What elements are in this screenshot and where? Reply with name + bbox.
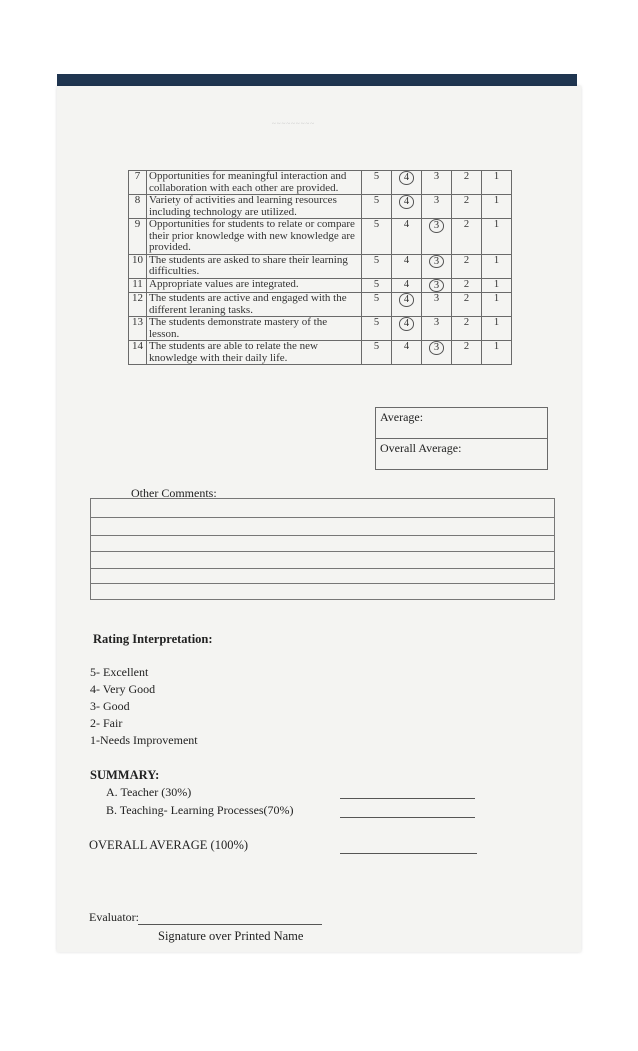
rating-row — [129, 278, 512, 293]
rating-row — [129, 219, 512, 255]
comment-line — [91, 551, 554, 552]
rating-table — [128, 170, 512, 365]
rating-item: 3- Good — [90, 699, 130, 713]
statement-line: including technology are utilized. — [149, 205, 297, 218]
comment-line — [91, 517, 554, 518]
score-cell[interactable] — [482, 293, 512, 317]
score-cell[interactable] — [482, 219, 512, 255]
row-number: 7 — [129, 171, 147, 195]
teacher-score-blank[interactable] — [340, 798, 475, 799]
processes-score-blank[interactable] — [340, 817, 475, 818]
circled-score: 4 — [399, 293, 414, 307]
score-option: 1 — [493, 254, 500, 266]
faint-watermark: ~~~~~~~~~ — [272, 120, 316, 128]
summary-title: SUMMARY: — [90, 768, 160, 782]
signature-caption: Signature over Printed Name — [158, 929, 304, 943]
statement — [147, 195, 362, 219]
statement-line: The students are asked to share their learning — [149, 253, 348, 266]
row-number: 9 — [129, 219, 147, 255]
score-option: 2 — [463, 278, 470, 290]
statement — [147, 293, 362, 317]
score-cell[interactable] — [482, 254, 512, 278]
statement-line: Appropriate values are integrated. — [149, 277, 299, 290]
statement-line: Opportunities for students to relate or compare — [149, 218, 355, 230]
rating-item: 2- Fair — [90, 716, 123, 730]
rating-row — [129, 254, 512, 278]
rating-row — [129, 341, 512, 365]
circled-score: 3 — [429, 341, 444, 355]
score-cell[interactable] — [392, 278, 422, 293]
score-option: 4 — [403, 219, 410, 230]
score-cell[interactable] — [482, 195, 512, 219]
statement-line: collaboration with each other are provided. — [149, 181, 339, 194]
score-cell[interactable] — [392, 293, 422, 317]
score-cell[interactable] — [362, 341, 392, 365]
score-option: 3 — [433, 171, 440, 182]
comments-box[interactable] — [90, 498, 555, 600]
statement — [147, 171, 362, 195]
score-cell[interactable] — [452, 278, 482, 293]
score-cell[interactable] — [452, 171, 482, 195]
statement-line: knowledge with their daily life. — [149, 351, 288, 364]
statement-line: their prior knowledge with new knowledge are — [149, 229, 355, 242]
circled-score: 3 — [429, 255, 444, 269]
score-cell[interactable] — [362, 278, 392, 293]
overall-average-title: OVERALL AVERAGE (100%) — [89, 838, 249, 852]
row-number: 14 — [129, 341, 147, 365]
rating-item: 5- Excellent — [90, 665, 149, 679]
score-cell[interactable] — [392, 195, 422, 219]
score-option: 1 — [493, 341, 500, 352]
score-option: 3 — [433, 293, 440, 304]
score-cell[interactable] — [452, 254, 482, 278]
score-cell[interactable] — [362, 195, 392, 219]
comment-line — [91, 535, 554, 536]
score-option: 1 — [493, 195, 500, 206]
row-number: 13 — [129, 317, 147, 341]
statement-line: The students are able to relate the new — [149, 340, 318, 352]
score-option: 4 — [403, 278, 410, 290]
row-number: 12 — [129, 293, 147, 317]
score-cell[interactable] — [362, 293, 392, 317]
score-cell[interactable] — [452, 219, 482, 255]
score-option: 1 — [493, 317, 500, 328]
circled-score: 3 — [429, 219, 444, 233]
score-cell[interactable] — [422, 195, 452, 219]
score-option: 1 — [493, 219, 500, 230]
score-cell[interactable] — [452, 195, 482, 219]
overall-average-label: Overall Average: — [376, 438, 547, 469]
score-cell[interactable] — [482, 171, 512, 195]
score-cell[interactable] — [482, 317, 512, 341]
rating-row — [129, 317, 512, 341]
rating-row — [129, 293, 512, 317]
score-option: 2 — [463, 341, 470, 352]
score-cell[interactable] — [452, 317, 482, 341]
score-option: 1 — [493, 171, 500, 182]
comment-line — [91, 568, 554, 569]
row-number: 10 — [129, 254, 147, 278]
row-number: 11 — [129, 278, 147, 293]
score-option: 5 — [373, 195, 380, 206]
score-cell[interactable] — [362, 171, 392, 195]
evaluator-label: Evaluator: — [89, 910, 139, 924]
score-cell[interactable] — [362, 219, 392, 255]
score-option: 4 — [403, 254, 410, 266]
score-cell[interactable] — [452, 341, 482, 365]
circled-score: 4 — [399, 171, 414, 185]
score-cell[interactable] — [422, 171, 452, 195]
score-cell[interactable] — [362, 254, 392, 278]
overall-score-blank[interactable] — [340, 853, 477, 854]
average-box — [375, 407, 548, 470]
row-number: 8 — [129, 195, 147, 219]
score-cell[interactable] — [452, 293, 482, 317]
score-option: 2 — [463, 219, 470, 230]
other-comments-label: Other Comments: — [131, 486, 217, 500]
score-cell[interactable] — [422, 278, 452, 293]
score-option: 5 — [373, 219, 380, 230]
score-cell[interactable] — [482, 278, 512, 293]
statement — [147, 219, 362, 255]
score-option: 2 — [463, 317, 470, 328]
circled-score: 3 — [429, 279, 444, 293]
statement-line: provided. — [149, 241, 191, 253]
score-option: 5 — [373, 341, 380, 352]
score-cell[interactable] — [422, 219, 452, 255]
rating-interpretation-list — [90, 664, 198, 749]
statement — [147, 278, 362, 293]
statement-line: Opportunities for meaningful interaction and — [149, 170, 347, 182]
score-cell[interactable] — [392, 219, 422, 255]
statement — [147, 341, 362, 365]
score-cell[interactable] — [362, 317, 392, 341]
statement — [147, 317, 362, 341]
summary-item-processes: B. Teaching- Learning Processes(70%) — [106, 803, 294, 817]
score-option: 5 — [373, 317, 380, 328]
statement — [147, 254, 362, 278]
score-option: 1 — [493, 278, 500, 290]
score-cell[interactable] — [392, 171, 422, 195]
rating-interpretation-title: Rating Interpretation: — [93, 632, 213, 646]
score-cell[interactable] — [392, 254, 422, 278]
score-option: 1 — [493, 293, 500, 304]
score-cell[interactable] — [422, 254, 452, 278]
rating-row — [129, 195, 512, 219]
rating-item: 4- Very Good — [90, 682, 156, 696]
score-cell[interactable] — [422, 293, 452, 317]
score-cell[interactable] — [392, 317, 422, 341]
score-option: 5 — [373, 293, 380, 304]
statement-line: The students demonstrate mastery of the lesson. — [149, 316, 328, 340]
score-option: 3 — [433, 195, 440, 206]
score-option: 2 — [463, 195, 470, 206]
circled-score: 4 — [399, 317, 414, 331]
average-label: Average: — [376, 407, 547, 438]
score-cell[interactable] — [392, 341, 422, 365]
summary-item-teacher: A. Teacher (30%) — [106, 785, 192, 799]
statement-line: Variety of activities and learning resources — [149, 194, 337, 206]
comment-line — [91, 583, 554, 584]
score-option: 2 — [463, 293, 470, 304]
statement-line: difficulties. — [149, 265, 200, 277]
circled-score: 4 — [399, 195, 414, 209]
score-option: 5 — [373, 171, 380, 182]
score-option: 3 — [433, 317, 440, 328]
score-cell[interactable] — [422, 341, 452, 365]
score-option: 2 — [463, 171, 470, 182]
score-option: 4 — [403, 341, 410, 352]
statement-line: The students are active and engaged with the — [149, 292, 347, 304]
rating-row — [129, 171, 512, 195]
score-cell[interactable] — [422, 317, 452, 341]
score-option: 5 — [373, 278, 380, 290]
rating-item: 1-Needs Improvement — [90, 733, 198, 747]
statement-line: different leraning tasks. — [149, 303, 253, 316]
score-option: 2 — [463, 254, 470, 266]
signature-line[interactable] — [138, 924, 322, 925]
score-cell[interactable] — [482, 341, 512, 365]
score-option: 5 — [373, 254, 380, 266]
